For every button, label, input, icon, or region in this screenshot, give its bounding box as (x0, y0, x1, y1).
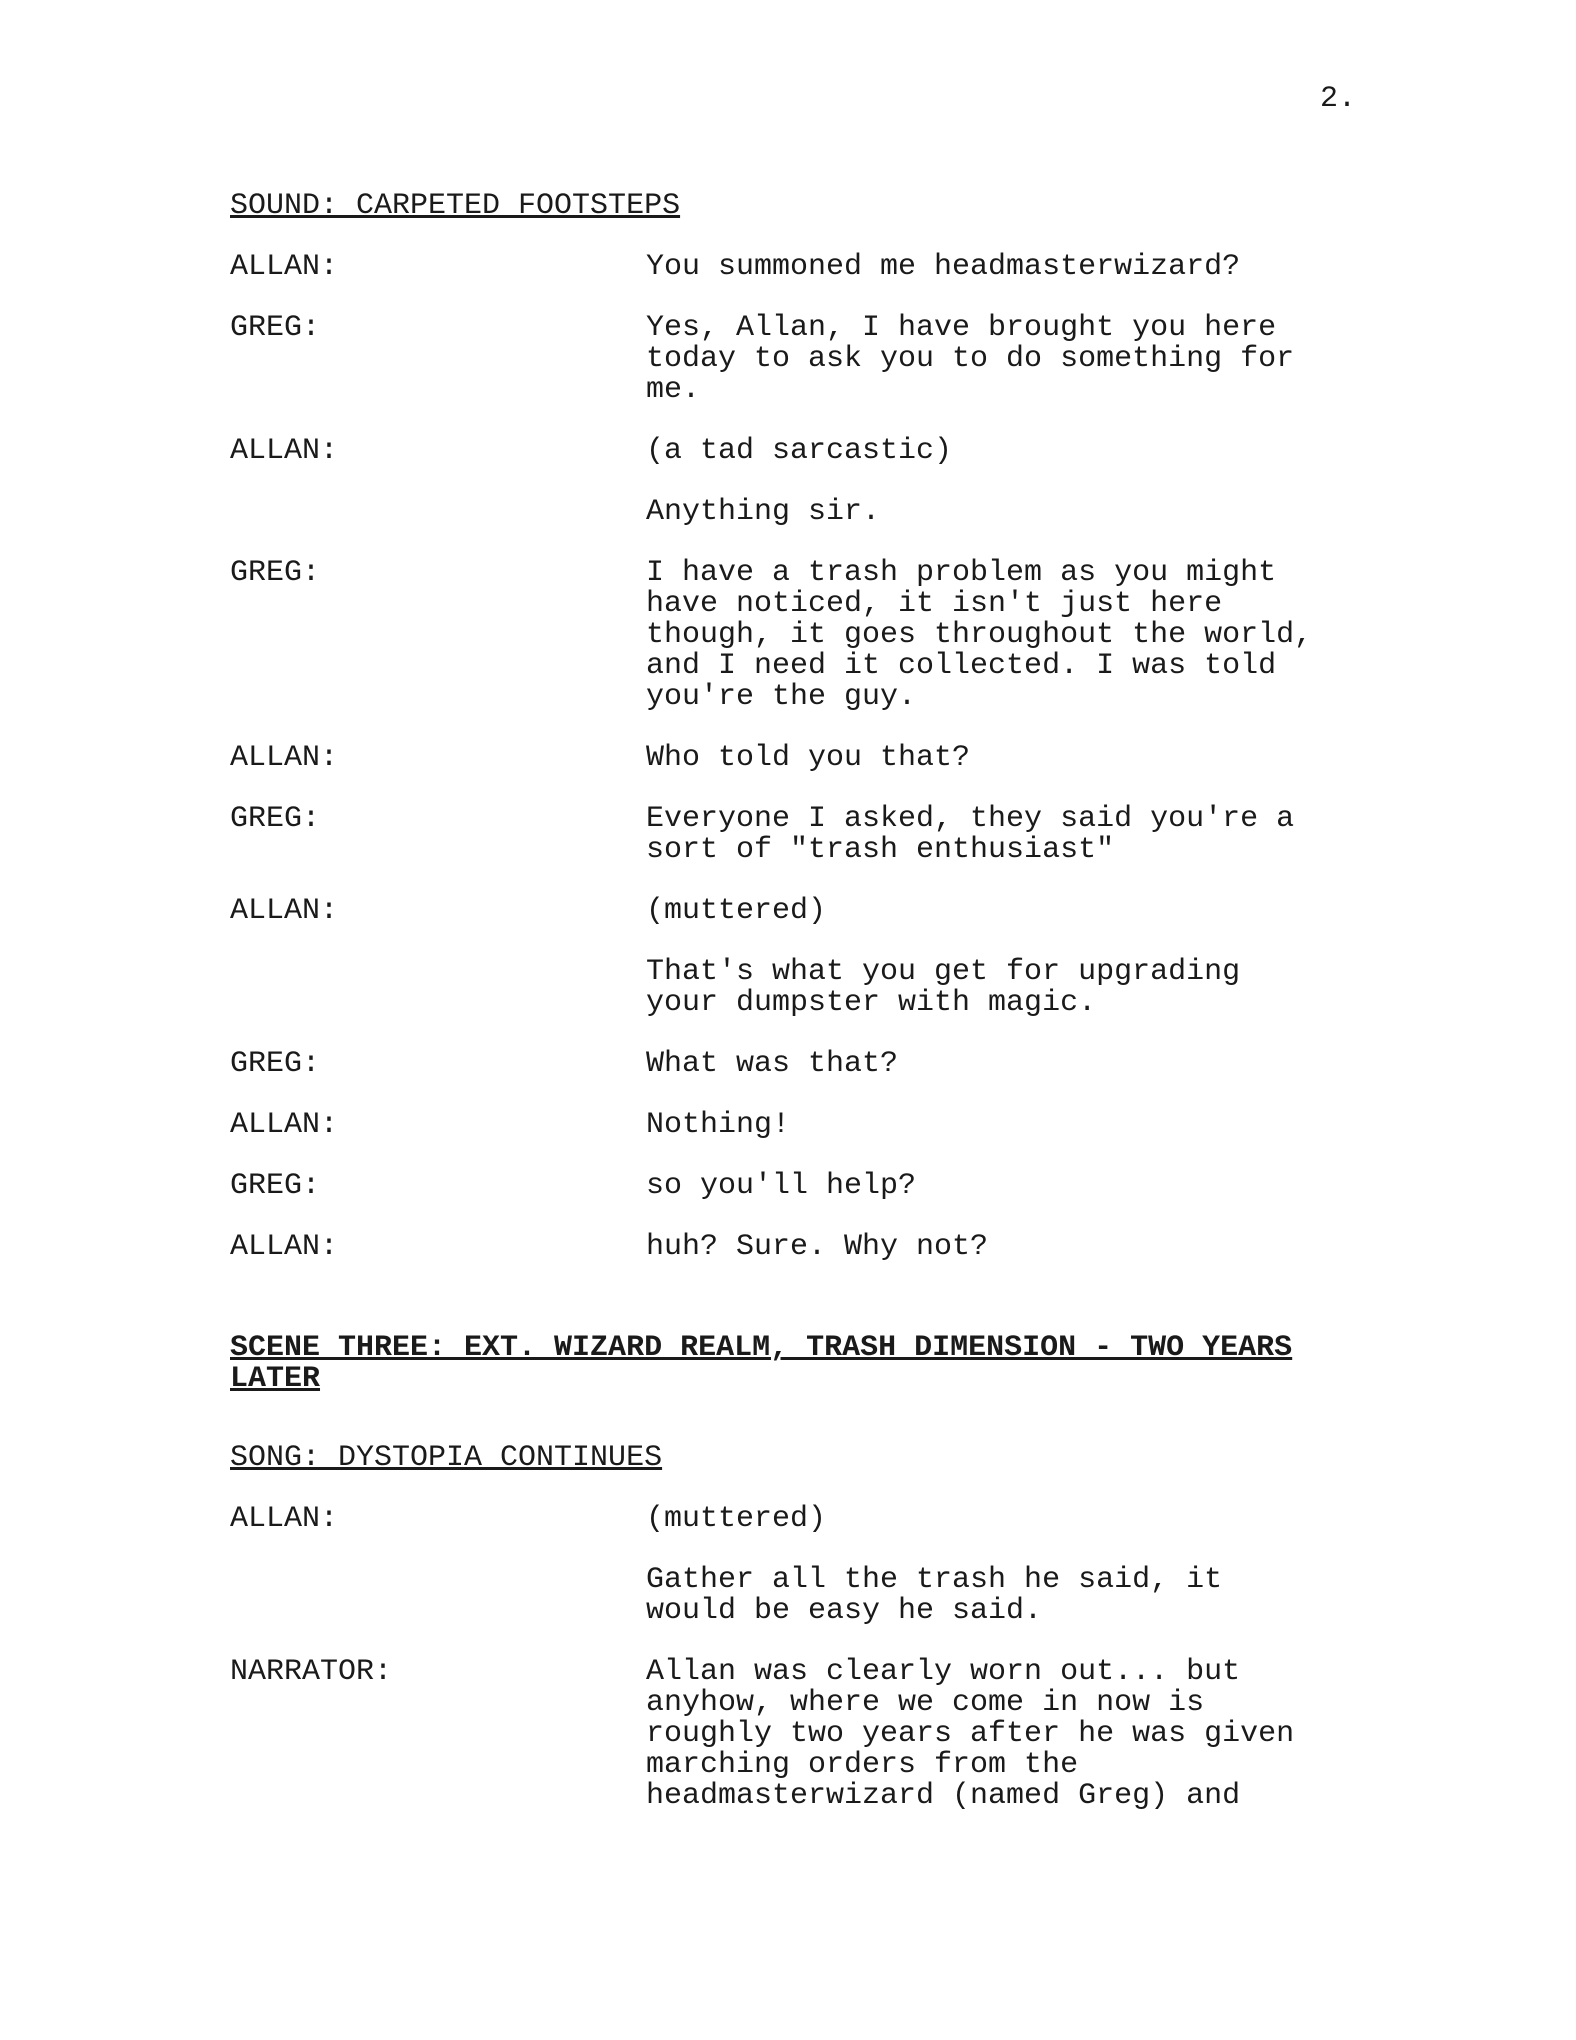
dialogue-text (646, 1110, 1366, 1141)
dialogue-line: Who told you that? (646, 741, 971, 775)
dialogue-line: though, it goes throughout the world, (646, 618, 1313, 652)
dialogue-line: (muttered) (646, 1502, 827, 1536)
dialogue-line: and I need it collected. I was told (646, 649, 1277, 683)
dialogue-line: Nothing! (646, 1108, 791, 1142)
dialogue-text (646, 436, 1366, 467)
speaker-name: GREG: (230, 556, 321, 590)
dialogue-line: would be easy he said. (646, 1594, 1043, 1628)
dialogue-line: your dumpster with magic. (646, 986, 1097, 1020)
scene-heading: SCENE THREE: EXT. WIZARD REALM, TRASH DIMENSION - TWO YEARS LATER (230, 1331, 1293, 1396)
dialogue-text (646, 1504, 1366, 1535)
speaker-name: GREG: (230, 311, 321, 345)
dialogue-text (646, 497, 1366, 528)
speaker-name: ALLAN: (230, 1108, 339, 1142)
dialogue-line: so you'll help? (646, 1169, 917, 1203)
dialogue-text (646, 1049, 1366, 1080)
dialogue-text (646, 1232, 1366, 1263)
dialogue-line: marching orders from the (646, 1748, 1079, 1782)
speaker-name: NARRATOR: (230, 1655, 393, 1689)
dialogue-text (646, 1657, 1366, 1812)
dialogue-text (646, 1565, 1366, 1627)
dialogue-line: sort of "trash enthusiast" (646, 833, 1115, 867)
dialogue-text (646, 1171, 1366, 1202)
dialogue-line: (a tad sarcastic) (646, 434, 953, 468)
dialogue-text (646, 743, 1366, 774)
dialogue-line: Allan was clearly worn out... but (646, 1655, 1241, 1689)
dialogue-line: I have a trash problem as you might (646, 556, 1277, 590)
speaker-name: ALLAN: (230, 1230, 339, 1264)
song-cue: SONG: DYSTOPIA CONTINUES (230, 1441, 663, 1475)
dialogue-line: Yes, Allan, I have brought you here (646, 311, 1277, 345)
sound-cue: SOUND: CARPETED FOOTSTEPS (230, 189, 681, 223)
dialogue-line: headmasterwizard (named Greg) and (646, 1779, 1241, 1813)
dialogue-line: today to ask you to do something for (646, 342, 1295, 376)
dialogue-line: What was that? (646, 1047, 899, 1081)
speaker-name: GREG: (230, 1047, 321, 1081)
speaker-name: GREG: (230, 1169, 321, 1203)
speaker-name: ALLAN: (230, 741, 339, 775)
speaker-name: ALLAN: (230, 894, 339, 928)
dialogue-text (646, 804, 1366, 866)
dialogue-text (646, 313, 1366, 406)
dialogue-line: roughly two years after he was given (646, 1717, 1295, 1751)
speaker-name: GREG: (230, 802, 321, 836)
speaker-name: ALLAN: (230, 434, 339, 468)
dialogue-text (646, 896, 1366, 927)
dialogue-line: (muttered) (646, 894, 827, 928)
dialogue-line: Anything sir. (646, 495, 881, 529)
page-number: 2. (1319, 82, 1356, 116)
dialogue-text (646, 558, 1366, 713)
dialogue-line: me. (646, 373, 701, 407)
dialogue-line: Gather all the trash he said, it (646, 1563, 1223, 1597)
dialogue-line: That's what you get for upgrading (646, 955, 1241, 989)
speaker-name: ALLAN: (230, 250, 339, 284)
dialogue-line: Everyone I asked, they said you're a (646, 802, 1295, 836)
dialogue-text (646, 957, 1366, 1019)
dialogue-line: anyhow, where we come in now is (646, 1686, 1205, 1720)
dialogue-line: You summoned me headmasterwizard? (646, 250, 1241, 284)
speaker-name: ALLAN: (230, 1502, 339, 1536)
dialogue-line: you're the guy. (646, 680, 917, 714)
dialogue-line: huh? Sure. Why not? (646, 1230, 989, 1264)
dialogue-text (646, 252, 1366, 283)
dialogue-line: have noticed, it isn't just here (646, 587, 1223, 621)
